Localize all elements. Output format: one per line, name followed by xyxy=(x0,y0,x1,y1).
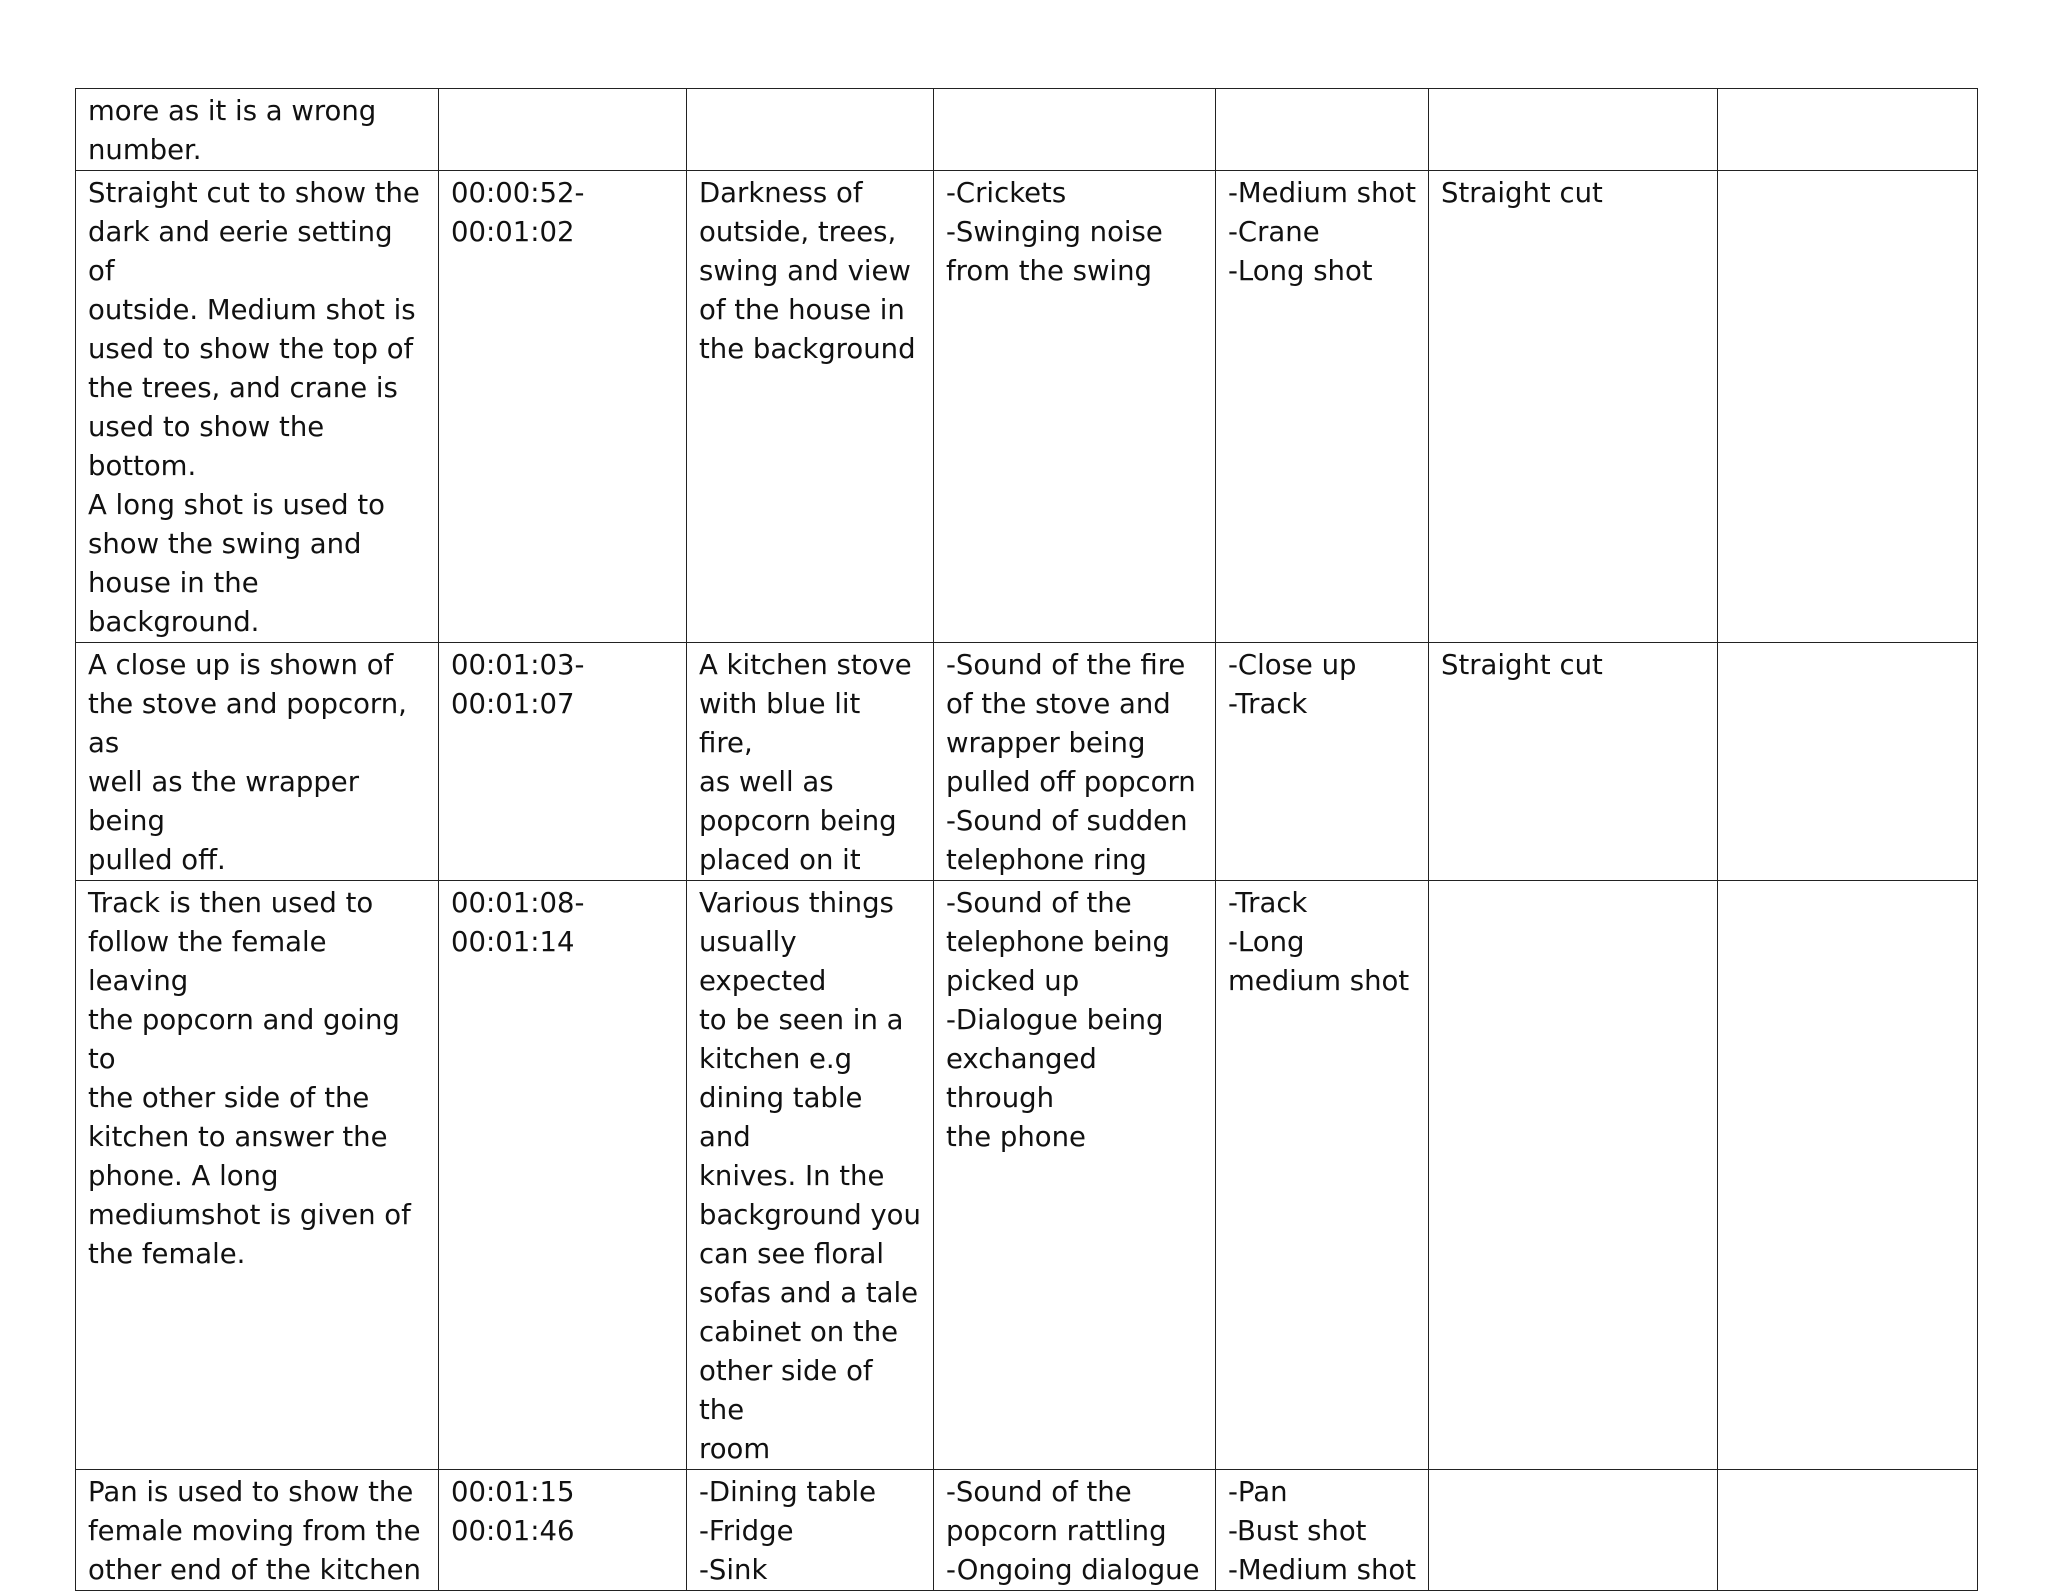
notes-cell xyxy=(1718,881,1978,1470)
description-cell: more as it is a wrong number. xyxy=(76,89,439,171)
editing-cell xyxy=(1429,881,1718,1470)
table-row xyxy=(76,881,1978,1470)
timecode-cell xyxy=(439,89,687,171)
notes-cell xyxy=(1718,171,1978,643)
table-row xyxy=(76,171,1978,643)
camera-cell: -Pan -Bust shot -Medium shot xyxy=(1216,1470,1429,1591)
mise-en-scene-cell: Various things usually expected to be seen in a kitchen e.g dining table and knives. In the background you can see floral sofas and a tale cabinet on the other side of the room xyxy=(687,881,934,1470)
shot-analysis-table xyxy=(75,88,1978,1591)
timecode-cell: 00:00:52- 00:01:02 xyxy=(439,171,687,643)
camera-cell: -Close up -Track xyxy=(1216,643,1429,881)
timecode-cell: 00:01:15 00:01:46 xyxy=(439,1470,687,1591)
sound-cell: -Sound of the telephone being picked up -Dialogue being exchanged through the phone xyxy=(934,881,1216,1470)
table-row xyxy=(76,89,1978,171)
sound-cell: -Sound of the popcorn rattling -Ongoing dialogue xyxy=(934,1470,1216,1591)
timecode-cell: 00:01:08- 00:01:14 xyxy=(439,881,687,1470)
editing-cell xyxy=(1429,89,1718,171)
camera-cell: -Track -Long medium shot xyxy=(1216,881,1429,1470)
description-cell: Straight cut to show the dark and eerie setting of outside. Medium shot is used to show the top of the trees, and crane is used to show the bottom. A long shot is used to show the swing and house in the background. xyxy=(76,171,439,643)
sound-cell: -Crickets -Swinging noise from the swing xyxy=(934,171,1216,643)
notes-cell xyxy=(1718,643,1978,881)
mise-en-scene-cell: -Dining table -Fridge -Sink xyxy=(687,1470,934,1591)
sound-cell: -Sound of the fire of the stove and wrapper being pulled off popcorn -Sound of sudden telephone ring xyxy=(934,643,1216,881)
editing-cell xyxy=(1429,1470,1718,1591)
timecode-cell: 00:01:03- 00:01:07 xyxy=(439,643,687,881)
mise-en-scene-cell: A kitchen stove with blue lit fire, as well as popcorn being placed on it xyxy=(687,643,934,881)
notes-cell xyxy=(1718,1470,1978,1591)
sound-cell xyxy=(934,89,1216,171)
table-row xyxy=(76,1470,1978,1591)
description-cell: A close up is shown of the stove and popcorn, as well as the wrapper being pulled off. xyxy=(76,643,439,881)
mise-en-scene-cell: Darkness of outside, trees, swing and view of the house in the background xyxy=(687,171,934,643)
editing-cell: Straight cut xyxy=(1429,643,1718,881)
notes-cell xyxy=(1718,89,1978,171)
camera-cell: -Medium shot -Crane -Long shot xyxy=(1216,171,1429,643)
camera-cell xyxy=(1216,89,1429,171)
description-cell: Pan is used to show the female moving from the other end of the kitchen xyxy=(76,1470,439,1591)
mise-en-scene-cell xyxy=(687,89,934,171)
description-cell: Track is then used to follow the female leaving the popcorn and going to the other side of the kitchen to answer the phone. A long mediumshot is given of the female. xyxy=(76,881,439,1470)
table-row xyxy=(76,643,1978,881)
editing-cell: Straight cut xyxy=(1429,171,1718,643)
